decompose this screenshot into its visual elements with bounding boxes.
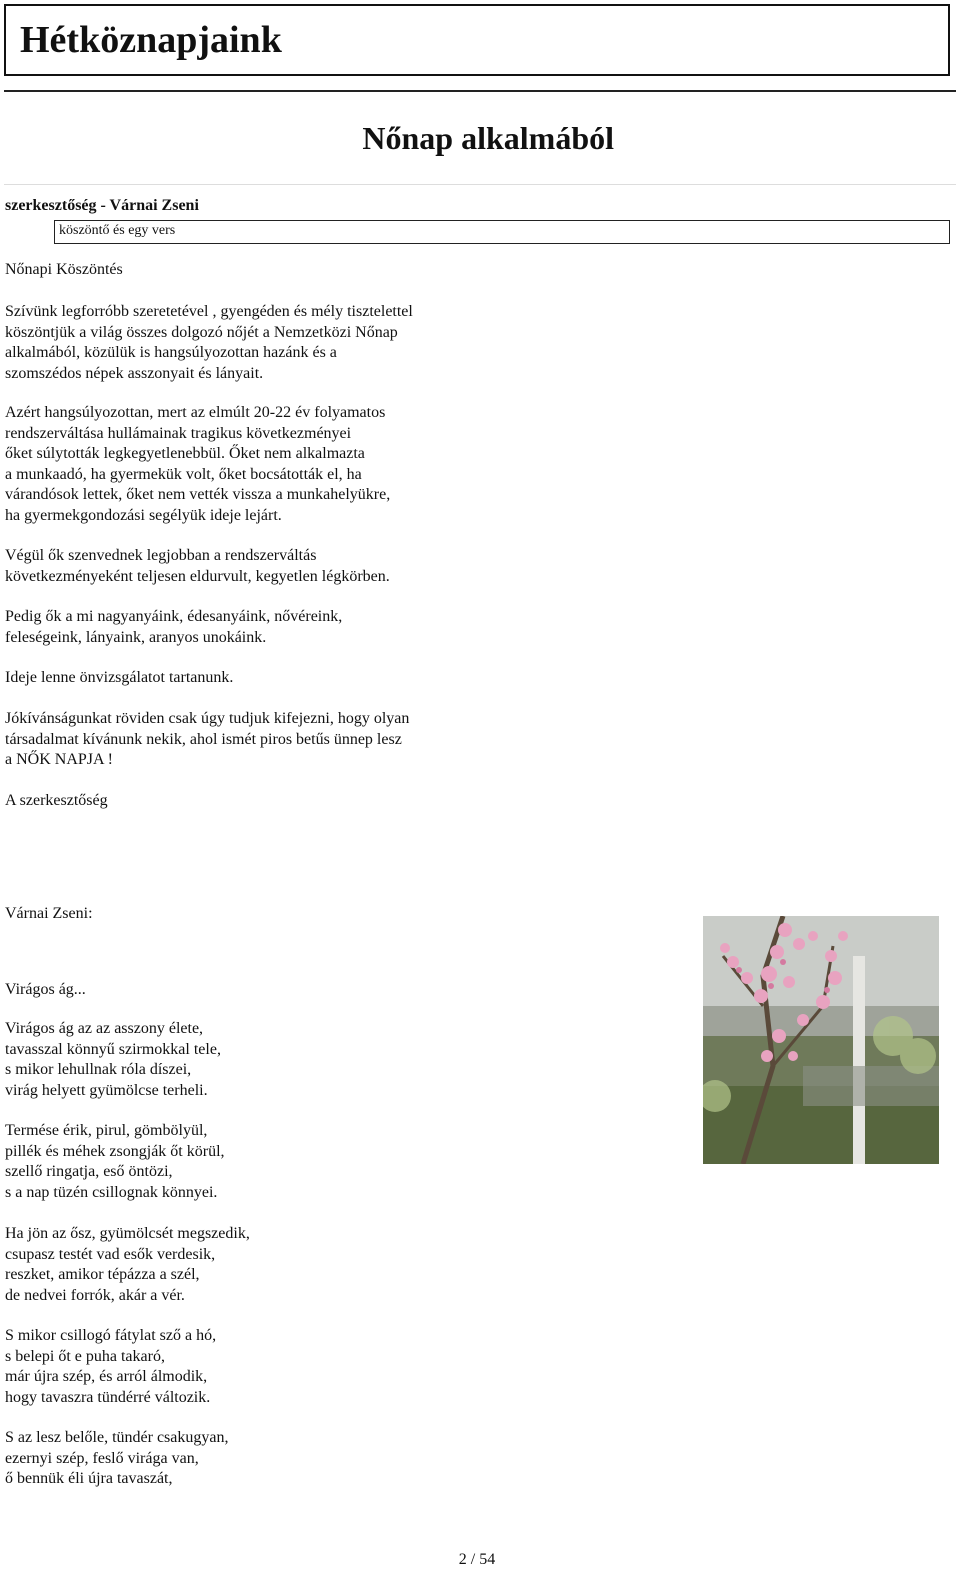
text-line: a munkaadó, ha gyermekük volt, őket bocsátották el, ha [5, 465, 362, 483]
text-line: Pedig ők a mi nagyanyáink, édesanyáink, nővéreink, [5, 608, 343, 625]
text-line: de nedvei forrók, akár a vér. [5, 1286, 185, 1304]
text-line: őket súlytották legkegyetlenebbül. Őket nem alkalmazta [5, 445, 365, 462]
text-line: Azért hangsúlyozottan, mert az elmúlt 20-22 év folyamatos [5, 404, 386, 421]
text-line: Jókívánságunkat röviden csak úgy tudjuk kifejezni, hogy olyan [5, 710, 410, 727]
text-line: reszket, amikor tépázza a szél, [5, 1266, 200, 1283]
poem-title: Virágos ág... [5, 981, 86, 998]
text-line: feleségeink, lányaink, aranyos unokáink. [5, 628, 267, 646]
site-title: Hétköznapjaink [20, 19, 282, 61]
paragraph-2 [5, 403, 390, 526]
text-line: tavasszal könnyű szirmokkal tele, [5, 1040, 221, 1058]
text-line: a NŐK NAPJA ! [5, 751, 113, 768]
poem-author: Várnai Zseni: [5, 905, 93, 922]
text-line: s mikor lehullnak róla díszei, [5, 1061, 192, 1078]
text-line: Végül ők szenvednek legjobban a rendszerváltás [5, 547, 317, 564]
paragraph-5 [5, 668, 233, 689]
article-title: Nőnap alkalmából [362, 120, 614, 156]
text-line: Ideje lenne önvizsgálatot tartanunk. [5, 669, 234, 686]
text-line: köszöntjük a világ összes dolgozó nőjét a Nemzetközi Nőnap [5, 323, 398, 341]
text-line: szomszédos népek asszonyait és lányait. [5, 364, 264, 382]
stanza-1 [5, 1019, 221, 1101]
text-line: A szerkesztőség [5, 792, 108, 809]
page-number: 2 / 54 [458, 1551, 496, 1568]
stanza-2 [5, 1121, 225, 1203]
paragraph-6 [5, 709, 409, 771]
text-line: ha gyermekgondozási segélyük ideje lejárt. [5, 506, 282, 524]
text-line: ő bennük éli újra tavaszát, [5, 1470, 173, 1487]
text-line: várandósok lettek, őket nem vették vissza a munkahelyükre, [5, 486, 391, 503]
text-line: Szívünk legforróbb szeretetével , gyengéden és mély tisztelettel [5, 303, 413, 320]
title-divider [4, 184, 956, 185]
stanza-5 [5, 1428, 228, 1490]
text-line: következményeként teljesen eldurvult, kegyetlen légkörben. [5, 567, 390, 585]
text-line: s a nap tüzén csillognak könnyei. [5, 1183, 218, 1201]
text-line: S az lesz belőle, tündér csakugyan, [5, 1429, 229, 1446]
section-title: Nőnapi Köszöntés [5, 261, 123, 278]
stanza-3 [5, 1224, 250, 1306]
paragraph-4 [5, 607, 342, 648]
text-line: S mikor csillogó fátylat sző a hó, [5, 1327, 217, 1344]
text-line: rendszerváltása hullámainak tragikus következményei [5, 424, 352, 442]
signature [5, 791, 108, 812]
text-line: ezernyi szép, feslő virága van, [5, 1449, 199, 1467]
text-line: Termése érik, pirul, gömbölyül, [5, 1122, 208, 1139]
author-line: szerkesztőség - Várnai Zseni [5, 197, 199, 214]
text-line: már újra szép, és arról álmodik, [5, 1368, 208, 1385]
text-line: Virágos ág az az asszony élete, [5, 1020, 204, 1037]
stanza-4 [5, 1326, 216, 1408]
header-divider [4, 90, 956, 92]
paragraph-3 [5, 546, 390, 587]
site-header [4, 4, 950, 76]
article-summary: köszöntő és egy vers [54, 220, 950, 244]
text-line: hogy tavaszra tündérré változik. [5, 1388, 211, 1406]
text-line: s belepi őt e puha takaró, [5, 1347, 165, 1365]
blossom-photo [703, 916, 939, 1164]
text-line: csupasz testét vad esők verdesik, [5, 1245, 216, 1263]
text-line: pillék és méhek zsongják őt körül, [5, 1142, 225, 1160]
paragraph-1 [5, 302, 413, 384]
text-line: virág helyett gyümölcse terheli. [5, 1081, 208, 1099]
text-line: Ha jön az ősz, gyümölcsét megszedik, [5, 1225, 250, 1242]
text-line: társadalmat kívánunk nekik, ahol ismét piros betűs ünnep lesz [5, 730, 402, 748]
text-line: szellő ringatja, eső öntözi, [5, 1163, 173, 1180]
text-line: alkalmából, közülük is hangsúlyozottan hazánk és a [5, 344, 337, 361]
